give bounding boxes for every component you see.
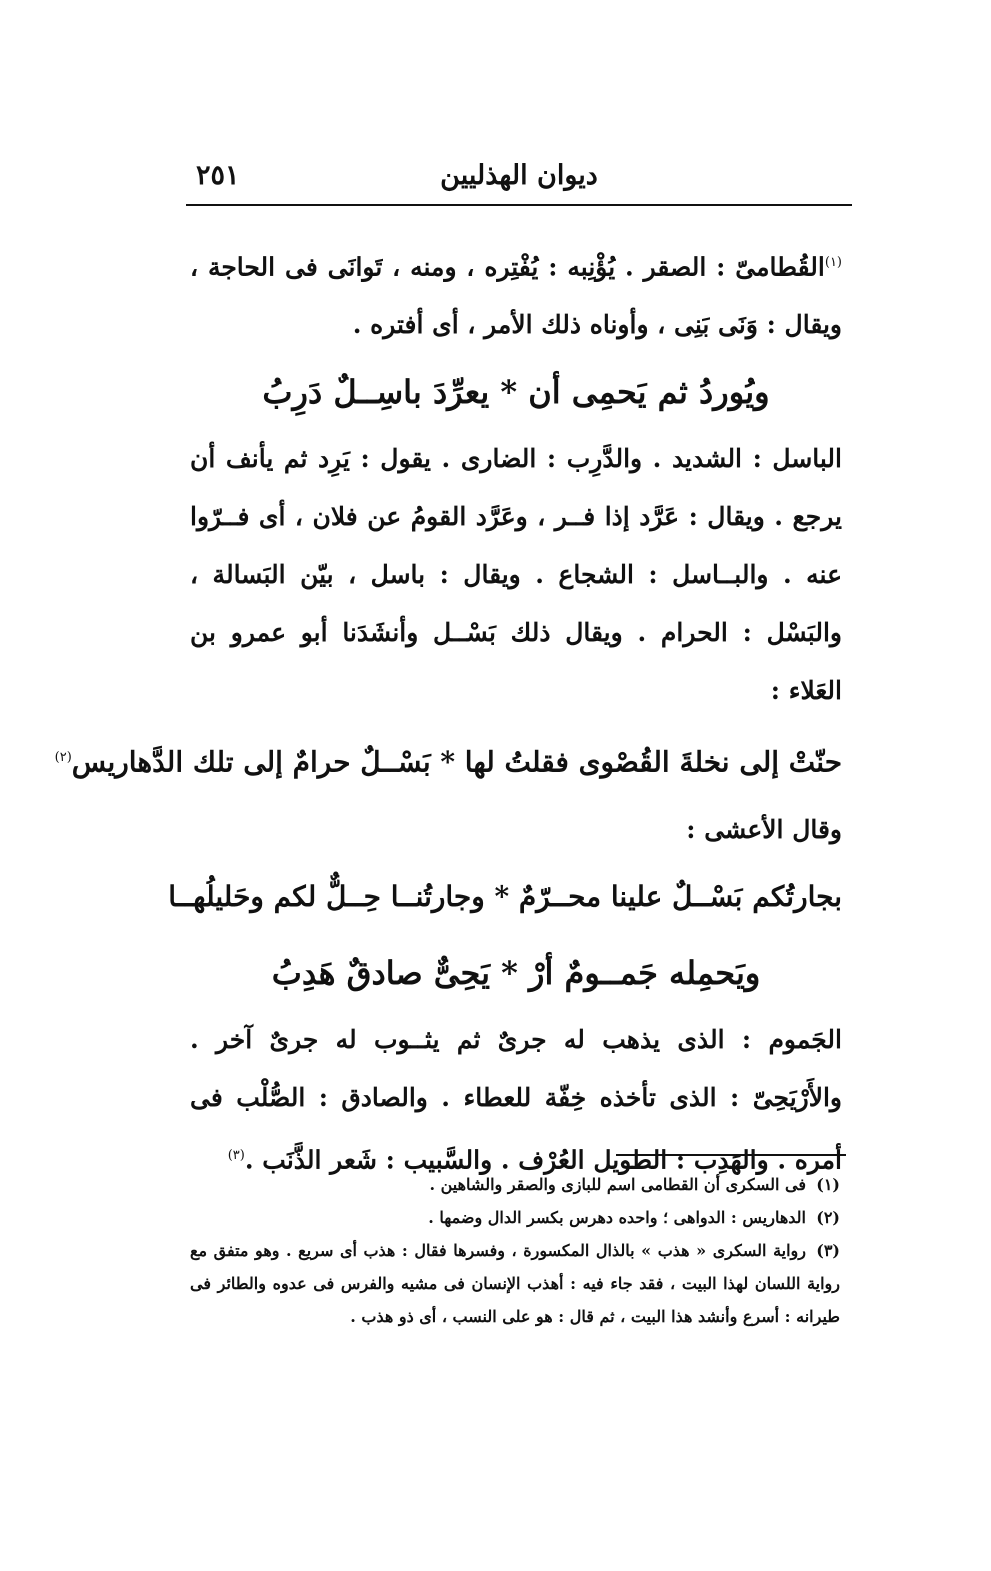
verse-1: ويُوردُ ثم يَحمِى أن * يعرِّدَ باسِــلٌ دَرِبُ — [262, 373, 770, 412]
footnotes — [190, 1168, 840, 1333]
footnote-2 — [190, 1201, 840, 1234]
main-text — [54, 234, 842, 1189]
header-rule — [186, 204, 852, 206]
paragraph-3-text: الجَموم : الذى يذهب له جرىٌ ثم يثــوب له جرىٌ آخر . والأَرْيَحِىّ : الذى تأخذه خِفّة للعطاء . والصادق : الصُّلْب فى أمره . والهَدِب : الطويل العُرْف . والسَّبيب : شَعر الذَّنَب . — [190, 1024, 842, 1174]
page-number: ٢٥١ — [196, 160, 240, 191]
verse-3-intro: وقال الأعشى : — [686, 814, 842, 844]
footnote-number: (١) — [816, 1175, 840, 1194]
footnote-rule — [616, 1154, 846, 1156]
footnote-text: الدهاريس : الدواهى ؛ واحده دهرس بكسر الدال وضمها . — [428, 1208, 806, 1227]
verse-2-text: حنّتْ إلى نخلةَ القُصْوى فقلتُ لها * بَسْــلٌ حرامٌ إلى تلك الدَّهاريس — [71, 745, 842, 779]
running-header — [188, 160, 850, 202]
header-title: ديوان الهذليين — [440, 160, 598, 191]
footnote-number: (٣) — [816, 1241, 840, 1260]
verse-3: بجارتُكم بَسْــلٌ علينا محــرّمٌ * وجارتُنــا حِــلٌّ لكم وحَليلُهــا — [168, 879, 842, 913]
footnote-text: رواية السكرى « هذب » بالذال المكسورة ، وفسرها فقال : هذب أى سريع . وهو متفق مع رواية اللسان لهذا البيت ، فقد جاء فيه : أهذب الإنسان فى مشيه والفرس فى عدوه والطائر فى طيرانه : أسرع وأنشد هذا البيت ، ثم قال : هو على النسب ، أى ذو هذب . — [190, 1241, 840, 1326]
footnote-1 — [190, 1168, 840, 1201]
commentary-paragraph-3 — [190, 1011, 842, 1189]
footnote-text: فى السكرى أن القطامى اسم للبازى والصقر والشاهين . — [429, 1175, 806, 1194]
footnote-ref-2: (٢) — [54, 750, 72, 766]
footnote-ref-3: (٣) — [227, 1147, 245, 1163]
paragraph-1-text: القُطامىّ : الصقر . يُؤْنِبه : يُفْتِره ، ومنه ، تَوانَى فى الحاجة ، ويقال : وَنَى بَنِى ، وأوناه ذلك الأمر ، أى أفتره . — [190, 252, 842, 340]
footnote-number: (٢) — [816, 1208, 840, 1227]
verse-4: ويَحمِله جَمــومٌ أرْ * يَحِىٌّ صادقٌ هَدِبُ — [271, 953, 761, 992]
commentary-paragraph-1 — [190, 234, 842, 354]
commentary-paragraph-2: الباسل : الشديد . والدَّرِب : الضارى . يقول : يَرِد ثم يأنف أن يرجع . ويقال : عَرَّد إذا فــر ، وعَرَّد القومُ عن فلان ، أى فــرّوا عنه . والبــاسل : الشجاع . ويقال : باسل ، بيّن البَسالة ، والبَسْل : الحرام . ويقال ذلك بَسْــل وأنشَدَنا أبو عمرو بن العَلاء : — [190, 444, 842, 706]
footnote-ref-1: (١) — [824, 255, 842, 270]
verse-2 — [54, 720, 842, 800]
footnote-3 — [190, 1234, 840, 1333]
